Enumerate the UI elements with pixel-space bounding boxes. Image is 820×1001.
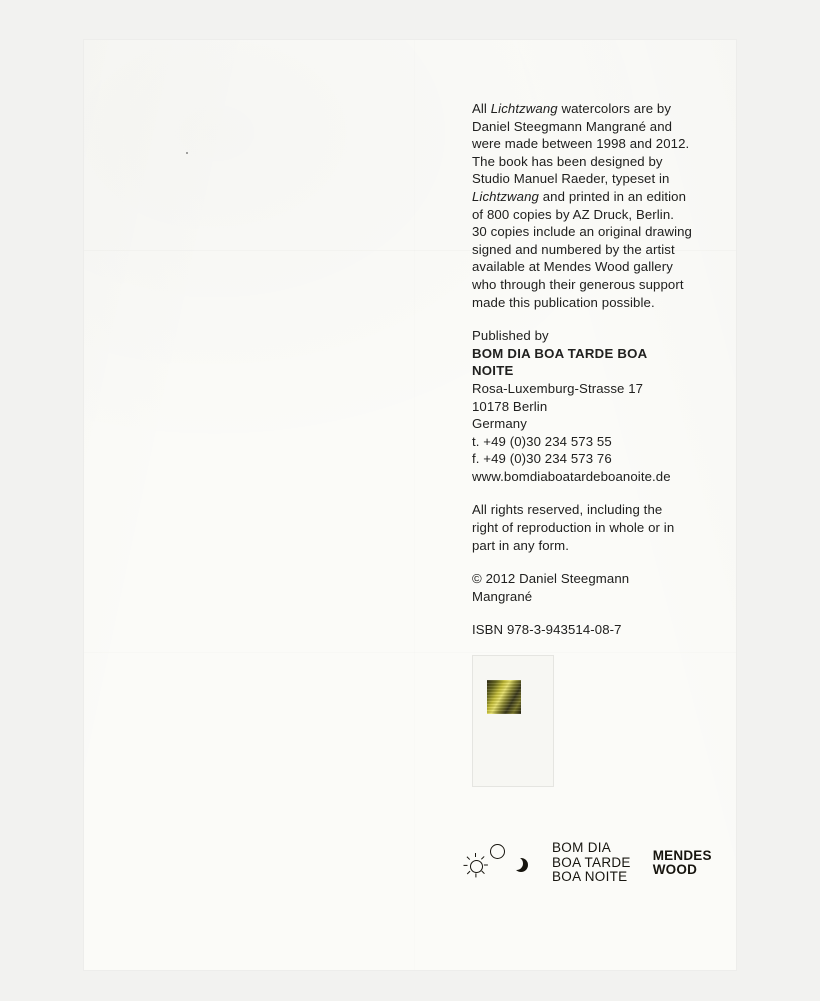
moon-icon (514, 858, 528, 872)
published-by-label: Published by (472, 328, 549, 344)
isbn-block (472, 621, 692, 639)
publisher-country: Germany (472, 416, 527, 432)
bom-dia-line-3: BOA NOITE (552, 869, 628, 885)
publisher-logo-lockup (464, 840, 712, 886)
credit-part-1: All (472, 101, 491, 116)
paper-crease (84, 652, 736, 653)
credit-paragraph (472, 100, 692, 311)
bom-dia-wordmark (552, 841, 631, 885)
pasted-artwork-card (472, 655, 554, 787)
sun-moon-icon (464, 840, 538, 886)
book-colophon-page (84, 40, 736, 970)
mendes-line-1: MENDES (652, 848, 712, 863)
credit-part-3: and printed in an edition of 800 copies by AZ Druck, Berlin. 30 copies include an original drawing signed and numbered by the artist available at Mendes Wood gallery who through their generous support made this publication possible. (472, 188, 692, 310)
publisher-name: BOM DIA BOA TARDE BOA NOITE (472, 345, 647, 379)
circle-icon (490, 844, 505, 859)
rights-block (472, 501, 692, 554)
title-italic-1: Lichtzwang (490, 101, 558, 116)
title-italic-2: Lichtzwang (472, 188, 539, 204)
publisher-website: www.bomdiaboatardeboanoite.de (472, 468, 671, 484)
mendes-line-2: WOOD (652, 862, 698, 877)
paper-crease (414, 40, 415, 970)
paper-speck (186, 152, 188, 154)
bom-dia-line-1: BOM DIA (552, 840, 612, 856)
credit-part-2: watercolors are by Daniel Steegmann Mangrané and were made between 1998 and 2012. The book has been designed by Studio Manuel Raeder, typeset in (472, 101, 690, 187)
publisher-postal-city: 10178 Berlin (472, 398, 548, 414)
copyright-block (472, 570, 692, 605)
copyright-line: © 2012 Daniel Steegmann Mangrané (472, 571, 630, 604)
bom-dia-line-2: BOA TARDE (552, 854, 631, 870)
publisher-phone: t. +49 (0)30 234 573 55 (472, 433, 612, 449)
colophon-text-column (472, 100, 692, 639)
isbn-line: ISBN 978-3-943514-08-7 (472, 622, 622, 638)
mendes-wood-wordmark (653, 849, 712, 877)
artwork-thumbnail (487, 680, 521, 714)
rights-statement: All rights reserved, including the right of reproduction in whole or in part in any form. (472, 502, 675, 553)
publisher-fax: f. +49 (0)30 234 573 76 (472, 451, 612, 467)
publisher-street: Rosa-Luxemburg-Strasse 17 (472, 380, 644, 396)
publisher-block (472, 327, 692, 485)
